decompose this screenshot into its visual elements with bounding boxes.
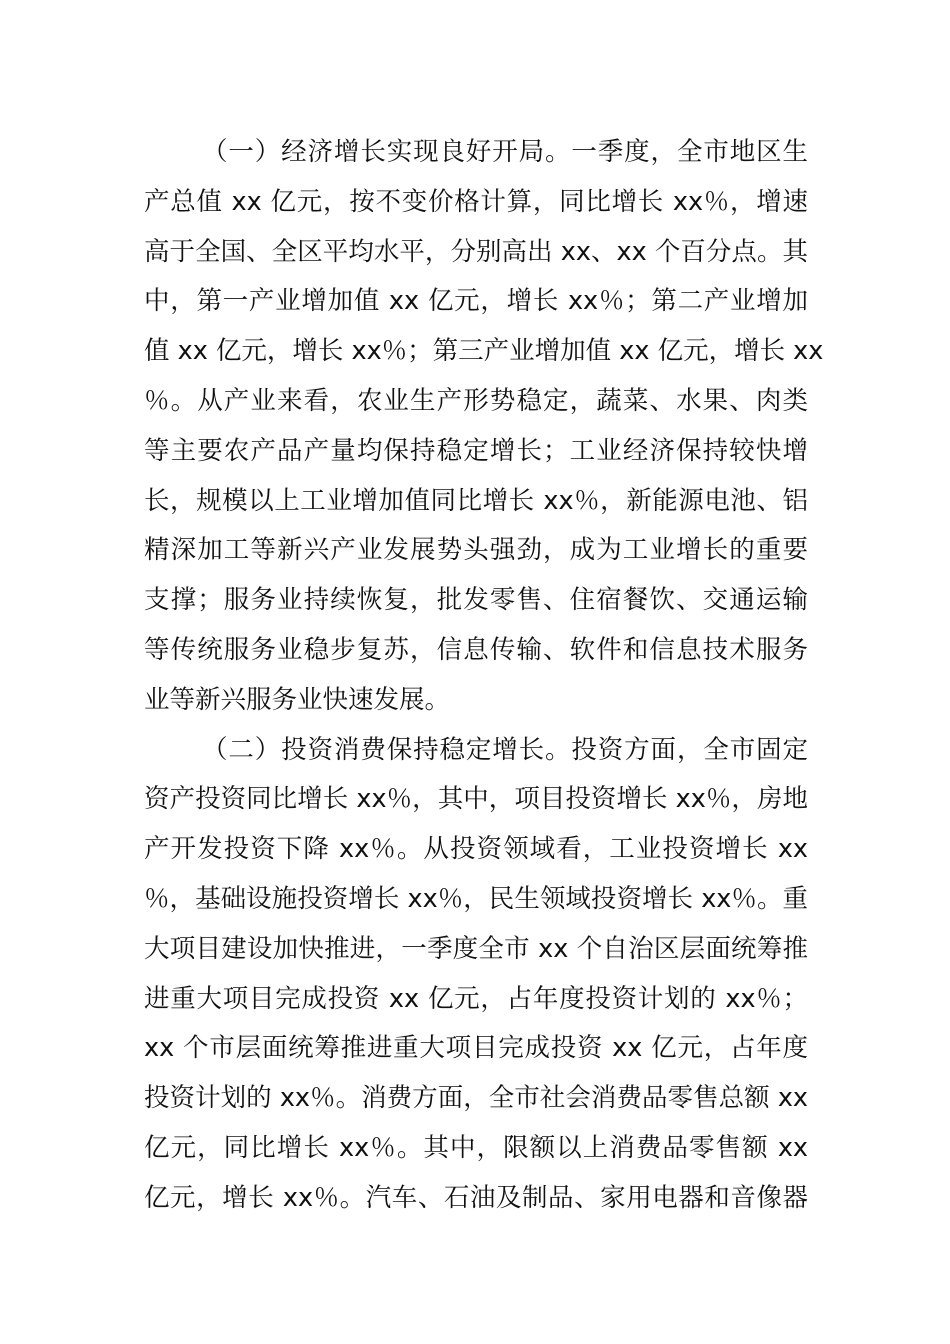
text-line: 等主要农产品产量均保持稳定增长；工业经济保持较快增 [144, 435, 808, 466]
text-line: ％，基础设施投资增长 xx％，民生领域投资增长 xx％。重 [144, 883, 808, 914]
text-line: 中，第一产业增加值 xx 亿元，增长 xx％；第二产业增加 [144, 286, 808, 317]
document-body [144, 128, 824, 1224]
text-line: 投资计划的 xx％。消费方面，全市社会消费品零售总额 xx [144, 1083, 808, 1114]
text-line: 进重大项目完成投资 xx 亿元，占年度投资计划的 xx％； [144, 983, 808, 1014]
text-line: 资产投资同比增长 xx％，其中，项目投资增长 xx％，房地 [144, 784, 808, 815]
text-line: xx 个市层面统筹推进重大项目完成投资 xx 亿元，占年度 [144, 1033, 808, 1064]
text-line: 支撑；服务业持续恢复，批发零售、住宿餐饮、交通运输 [144, 585, 808, 616]
text-line: 亿元，增长 xx％。汽车、石油及制品、家用电器和音像器 [144, 1182, 808, 1213]
paragraph-investment-consumption [144, 726, 808, 1224]
text-line: 产开发投资下降 xx％。从投资领域看，工业投资增长 xx [144, 834, 808, 865]
text-line: （一）经济增长实现良好开局。一季度，全市地区生 [202, 137, 808, 167]
paragraph-economic-growth [144, 128, 824, 726]
text-line: 精深加工等新兴产业发展势头强劲，成为工业增长的重要 [144, 535, 808, 566]
text-line: 亿元，同比增长 xx％。其中，限额以上消费品零售额 xx [144, 1132, 808, 1163]
text-line: 高于全国、全区平均水平，分别高出 xx、xx 个百分点。其 [144, 236, 808, 267]
text-line: （二）投资消费保持稳定增长。投资方面，全市固定 [202, 734, 808, 765]
text-line: 长，规模以上工业增加值同比增长 xx％，新能源电池、铝 [144, 485, 808, 516]
text-line: ％。从产业来看，农业生产形势稳定，蔬菜、水果、肉类 [144, 385, 808, 416]
text-line: 产总值 xx 亿元，按不变价格计算，同比增长 xx％，增速 [144, 186, 808, 217]
text-line: 大项目建设加快推进，一季度全市 xx 个自治区层面统筹推 [144, 933, 808, 964]
text-line: 业等新兴服务业快速发展。 [144, 684, 451, 715]
text-line: 值 xx 亿元，增长 xx％；第三产业增加值 xx 亿元，增长 xx [144, 336, 824, 367]
text-line: 等传统服务业稳步复苏，信息传输、软件和信息技术服务 [144, 634, 808, 665]
